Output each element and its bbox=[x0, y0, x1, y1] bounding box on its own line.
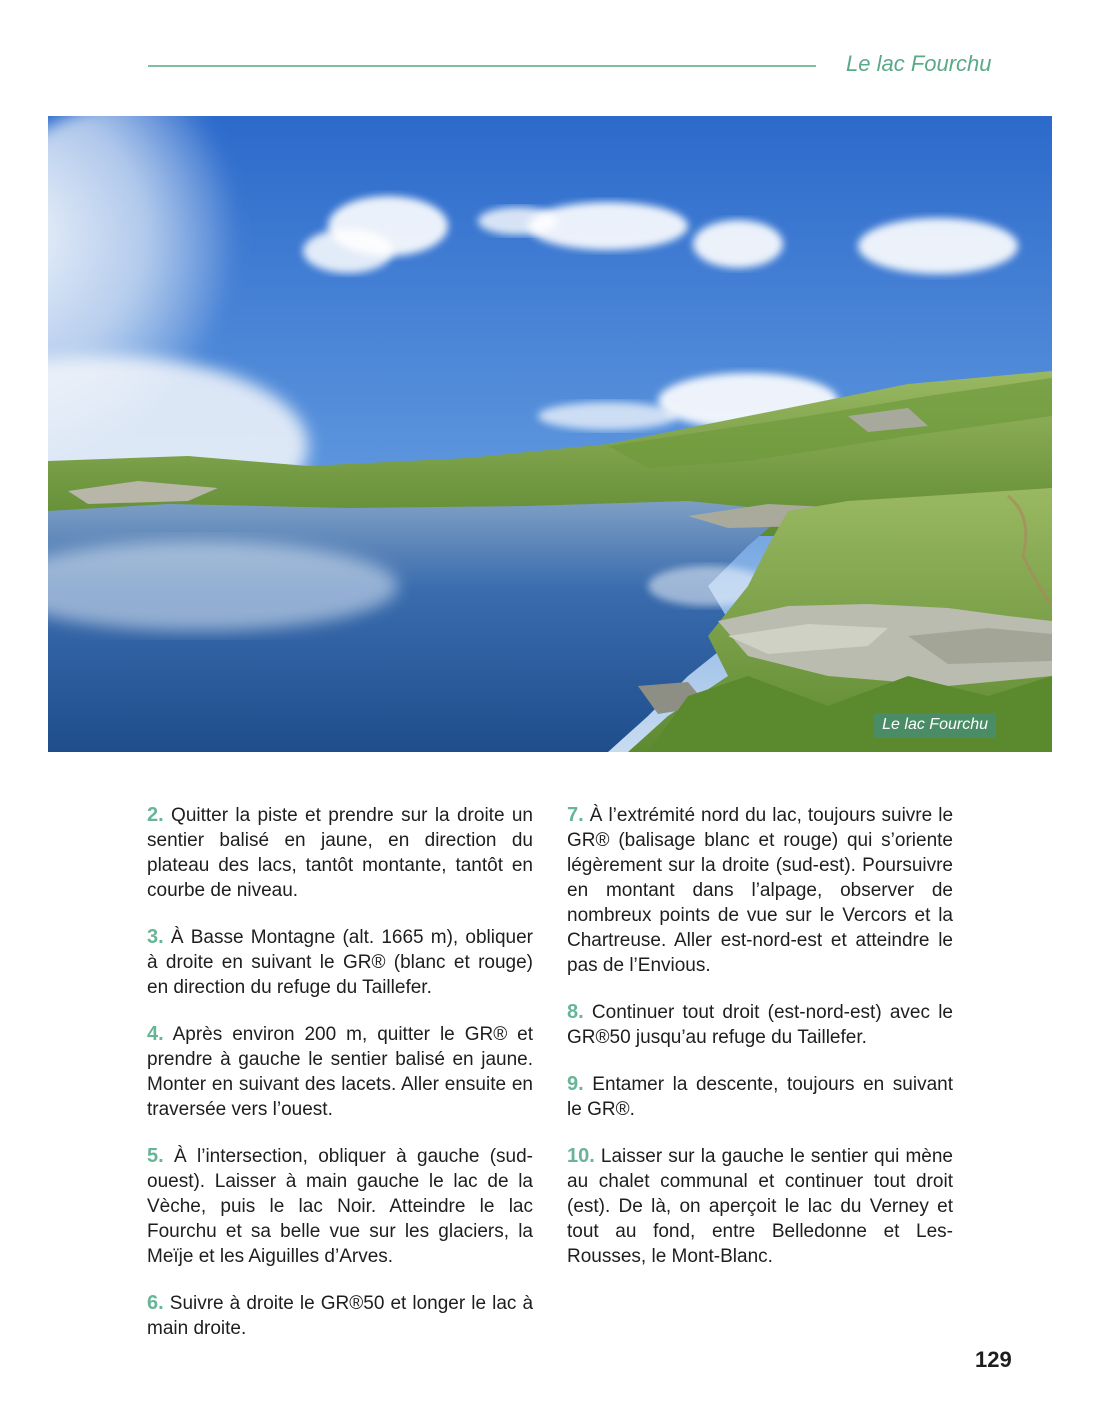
step-text: Entamer la descente, toujours en suivant le GR®. bbox=[567, 1074, 954, 1120]
step-text: À Basse Montagne (alt. 1665 m), obliquer à droite en suivant le GR® (blanc et rouge) en direction du refuge du Taillefer. bbox=[147, 927, 534, 998]
step-5 bbox=[147, 1144, 533, 1269]
steps-column-right bbox=[567, 803, 953, 1291]
step-6 bbox=[147, 1291, 533, 1341]
step-text: Suivre à droite le GR®50 et longer le lac à main droite. bbox=[147, 1293, 534, 1339]
step-text: À l’intersection, obliquer à gauche (sud-ouest). Laisser à main gauche le lac de la Vèche, puis le lac Noir. Atteindre le lac Fourchu et sa belle vue sur les glaciers, la Meïje et les Aiguilles d’Arves. bbox=[147, 1146, 533, 1267]
lake-photo-illustration bbox=[48, 116, 1052, 752]
step-number: 3. bbox=[147, 926, 164, 948]
step-number: 5. bbox=[147, 1145, 164, 1167]
step-3 bbox=[147, 925, 533, 1000]
photo-caption: Le lac Fourchu bbox=[874, 713, 996, 738]
step-8 bbox=[567, 1000, 953, 1050]
step-2 bbox=[147, 803, 533, 903]
step-text: Laisser sur la gauche le sentier qui mène au chalet communal et continuer tout droit (est). De là, on aperçoit le lac du Verney et tout au fond, entre Belledonne et Les-Rousses, le Mont-Blanc. bbox=[567, 1146, 953, 1267]
step-9 bbox=[567, 1072, 953, 1122]
step-number: 6. bbox=[147, 1292, 164, 1314]
step-number: 8. bbox=[567, 1001, 584, 1023]
step-text: À l’extrémité nord du lac, toujours suivre le GR® (balisage blanc et rouge) qui s’oriente légèrement sur la droite (sud-est). Poursuivre en montant dans l’alpage, observer de nombreux points de vue sur le Vercors et la Chartreuse. Aller est-nord-est et atteindre le pas de l’Envious. bbox=[567, 805, 954, 976]
step-4 bbox=[147, 1022, 533, 1122]
header-rule bbox=[148, 65, 816, 67]
lake-photo bbox=[48, 116, 1052, 752]
step-10 bbox=[567, 1144, 953, 1269]
steps-column-left bbox=[147, 803, 533, 1363]
running-title: Le lac Fourchu bbox=[846, 51, 992, 76]
page-number: 129 bbox=[975, 1347, 1012, 1372]
step-number: 2. bbox=[147, 804, 164, 826]
step-text: Continuer tout droit (est-nord-est) avec le GR®50 jusqu’au refuge du Taillefer. bbox=[567, 1002, 954, 1048]
step-text: Après environ 200 m, quitter le GR® et prendre à gauche le sentier balisé en jaune. Monter en suivant des lacets. Aller ensuite en traversée vers l’ouest. bbox=[147, 1024, 534, 1120]
step-number: 10. bbox=[567, 1145, 595, 1167]
step-number: 9. bbox=[567, 1073, 584, 1095]
step-number: 4. bbox=[147, 1023, 164, 1045]
step-7 bbox=[567, 803, 953, 978]
step-text: Quitter la piste et prendre sur la droite un sentier balisé en jaune, en direction du plateau des lacs, tantôt montante, tantôt en courbe de niveau. bbox=[147, 805, 533, 901]
step-number: 7. bbox=[567, 804, 584, 826]
